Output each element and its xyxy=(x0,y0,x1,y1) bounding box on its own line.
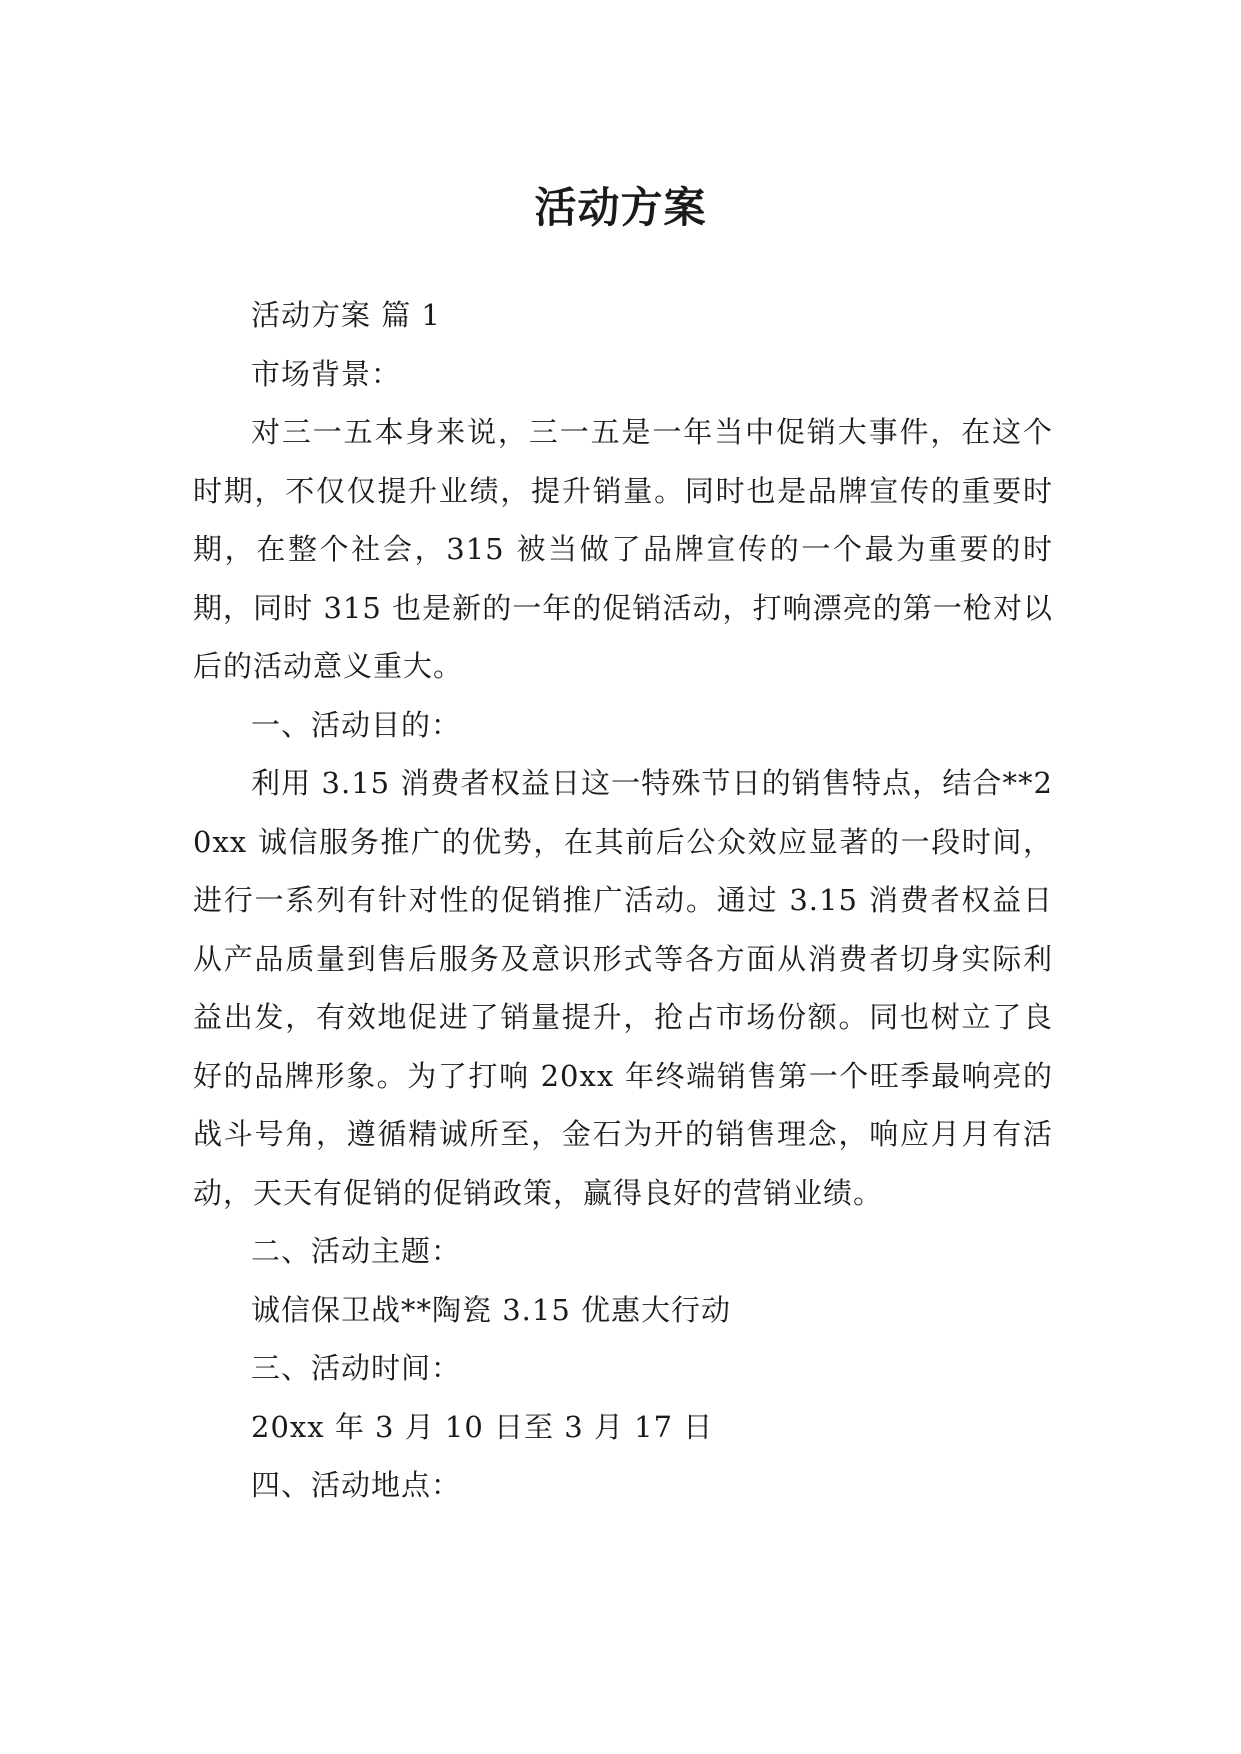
activity-purpose-paragraph: 利用 3.15 消费者权益日这一特殊节日的销售特点，结合**20xx 诚信服务推广的优势，在其前后公众效应显著的一段时间，进行一系列有针对性的促销推广活动。通过 3.15 消费者权益日从产品质量到售后服务及意识形式等各方面从消费者切身实际利益出发，有效地促进了销量提升，抢占市场份额。同也树立了良好的品牌形象。为了打响 20xx 年终端销售第一个旺季最响亮的战斗号角，遵循精诚所至，金石为开的销售理念，响应月月有活动，天天有促销的促销政策，赢得良好的营销业绩。 xyxy=(193,766,1053,1210)
activity-theme-heading: 二、活动主题： xyxy=(251,1234,462,1268)
activity-purpose-heading: 一、活动目的： xyxy=(251,707,462,742)
activity-theme-text: 诚信保卫战**陶瓷 3.15 优惠大行动 xyxy=(251,1292,732,1327)
document-body xyxy=(193,286,1053,1515)
document-title: 活动方案 xyxy=(534,183,707,233)
activity-time-heading: 三、活动时间： xyxy=(251,1351,462,1385)
activity-time-text: 20xx 年 3 月 10 日至 3 月 17 日 xyxy=(251,1409,714,1444)
activity-location-heading: 四、活动地点： xyxy=(251,1468,462,1502)
market-background-heading: 市场背景： xyxy=(251,356,402,391)
section-heading-part1: 活动方案 篇 1 xyxy=(251,298,441,332)
market-background-paragraph: 对三一五本身来说，三一五是一年当中促销大事件，在这个时期，不仅仅提升业绩，提升销量。同时也是品牌宣传的重要时期，在整个社会，315 被当做了品牌宣传的一个最为重要的时期，同时 315 也是新的一年的促销活动，打响漂亮的第一枪对以后的活动意义重大。 xyxy=(193,415,1053,683)
